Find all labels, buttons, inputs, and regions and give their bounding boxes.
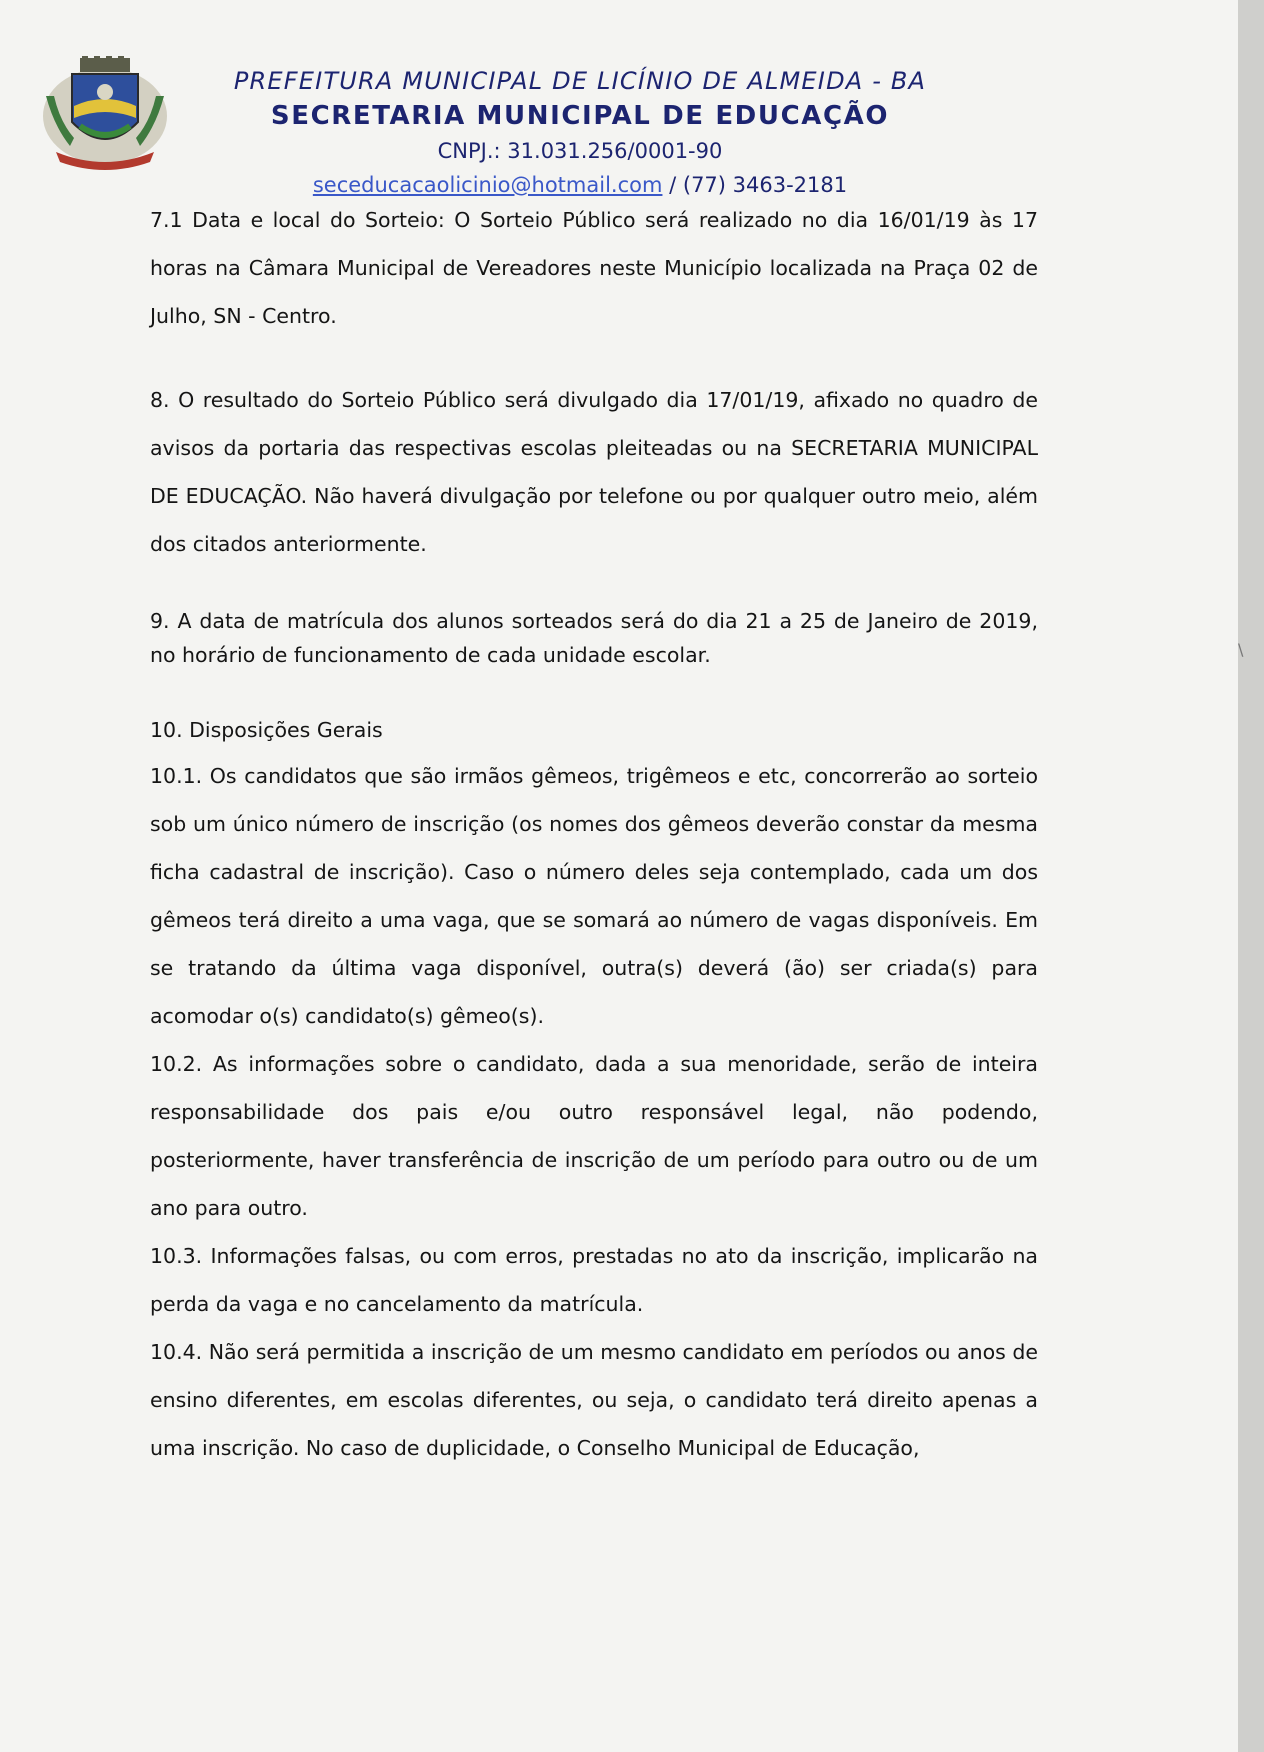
paragraph-10-1: 10.1. Os candidatos que são irmãos gêmeos, trigêmeos e etc, concorrerão ao sorteio sob um único número de inscrição (os nomes dos gêmeos deverão constar da mesma ficha cadastral de inscrição). Caso o número deles seja contemplado, cada um dos gêmeos terá direito a uma vaga, que se somará ao número de vagas disponíveis. Em se tratando da última vaga disponível, outra(s) deverá (ão) ser criada(s) para acomodar o(s) candidato(s) gêmeo(s). bbox=[150, 764, 1038, 1028]
document-body bbox=[150, 196, 1038, 1472]
paragraph-7-1: 7.1 Data e local do Sorteio: O Sorteio Público será realizado no dia 16/01/19 às 17 horas na Câmara Municipal de Vereadores neste Município localizada na Praça 02 de Julho, SN - Centro. bbox=[150, 208, 1038, 328]
phone-number: / (77) 3463-2181 bbox=[662, 173, 848, 197]
secretaria-title: SECRETARIA MUNICIPAL DE EDUCAÇÃO bbox=[270, 101, 890, 131]
prefeitura-title: PREFEITURA MUNICIPAL DE LICÍNIO DE ALMEIDA - BA bbox=[233, 67, 927, 95]
paragraph-9: 9. A data de matrícula dos alunos sorteados será do dia 21 a 25 de Janeiro de 2019, no horário de funcionamento de cada unidade escolar. bbox=[150, 609, 1038, 667]
scan-artifact: \ bbox=[1238, 640, 1244, 659]
email-link[interactable]: seceducacaolicinio@hotmail.com bbox=[312, 173, 663, 197]
municipal-crest-icon bbox=[40, 56, 170, 174]
section-heading-10: 10. Disposições Gerais bbox=[150, 718, 383, 742]
cnpj-line: CNPJ.: 31.031.256/0001-90 bbox=[437, 139, 723, 163]
paragraph-10-2: 10.2. As informações sobre o candidato, dada a sua menoridade, serão de inteira responsabilidade dos pais e/ou outro responsável legal, não podendo, posteriormente, haver transferência de inscrição de um período para outro ou de um ano para outro. bbox=[150, 1052, 1038, 1220]
letterhead bbox=[180, 64, 980, 202]
paragraph-8: 8. O resultado do Sorteio Público será divulgado dia 17/01/19, afixado no quadro de avisos da portaria das respectivas escolas pleiteadas ou na SECRETARIA MUNICIPAL DE EDUCAÇÃO. Não haverá divulgação por telefone ou por qualquer outro meio, além dos citados anteriormente. bbox=[150, 388, 1038, 556]
paragraph-10-4: 10.4. Não será permitida a inscrição de um mesmo candidato em períodos ou anos de ensino diferentes, em escolas diferentes, ou seja, o candidato terá direito apenas a uma inscrição. No caso de duplicidade, o Conselho Municipal de Educação, bbox=[150, 1340, 1038, 1460]
paragraph-10-3: 10.3. Informações falsas, ou com erros, prestadas no ato da inscrição, implicarão na perda da vaga e no cancelamento da matrícula. bbox=[150, 1244, 1038, 1316]
scan-edge bbox=[1238, 0, 1264, 1752]
